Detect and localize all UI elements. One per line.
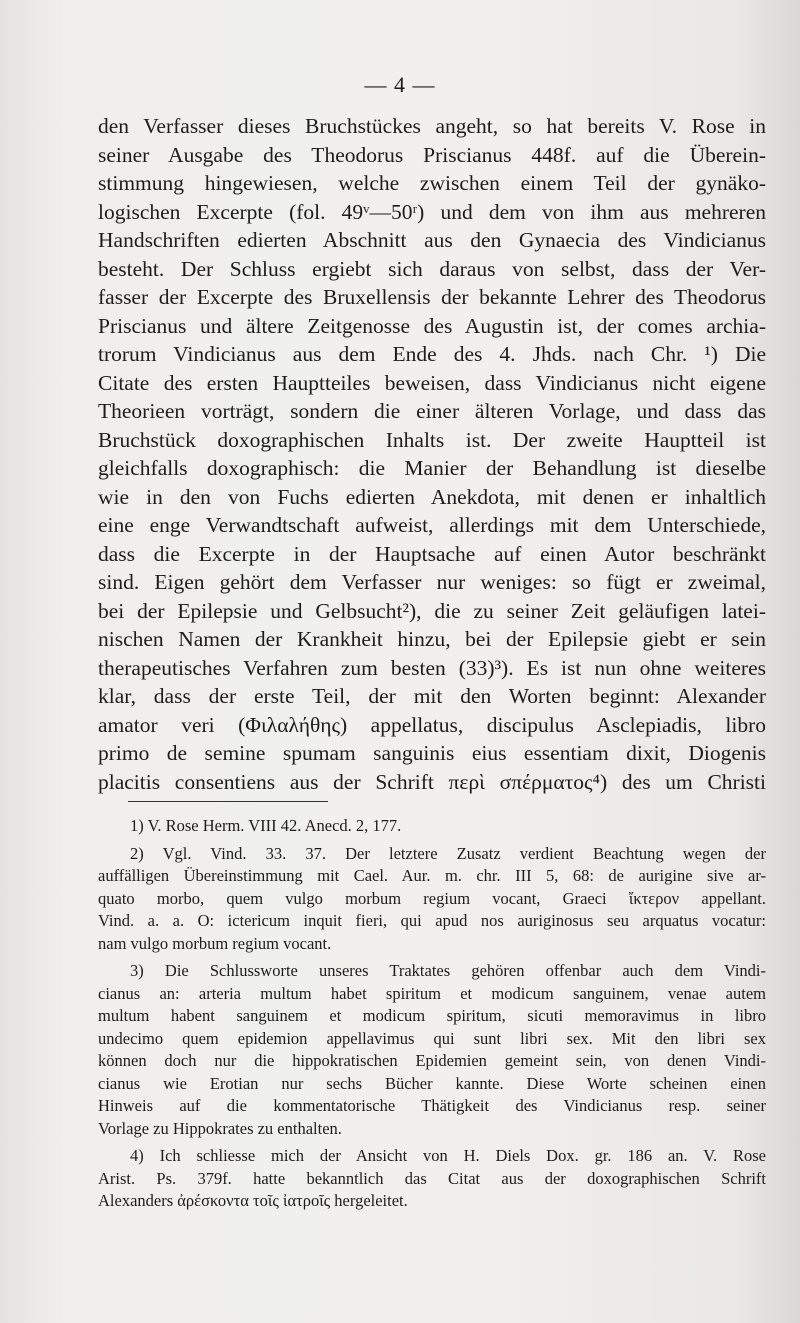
text-line: Priscianus und ältere Zeitgenosse des Augustin ist, der comes archia- bbox=[98, 313, 766, 338]
text-line: Citate des ersten Hauptteiles beweisen, dass Vindicianus nicht eigene bbox=[98, 370, 766, 395]
text-line: besteht. Der Schluss ergiebt sich daraus von selbst, dass der Ver- bbox=[98, 256, 766, 281]
footnote-line: Hinweis auf die kommentatorische Thätigkeit des Vindicianus resp. seiner bbox=[98, 1096, 766, 1115]
footnote-line: auffälligen Übereinstimmung mit Cael. Aur. m. chr. III 5, 68: de aurigine sive ar- bbox=[98, 866, 766, 885]
footnote-line: Alexanders ἀρέσκοντα τοῖς ἰατροῖς hergeleitet. bbox=[98, 1191, 408, 1210]
footnote-1 bbox=[98, 815, 766, 838]
footnote-line: quato morbo, quem vulgo morbum regium vocant, Graeci ἴκτερον appellant. bbox=[98, 888, 766, 908]
text-line: eine enge Verwandtschaft aufweist, allerdings mit dem Unterschiede, bbox=[98, 513, 766, 537]
footnotes bbox=[98, 815, 766, 1218]
footnote-line: 1) V. Rose Herm. VIII 42. Anecd. 2, 177. bbox=[130, 816, 402, 835]
text-line: nischen Namen der Krankheit hinzu, bei der Epilepsie giebt er sein bbox=[98, 627, 766, 651]
text-line: gleichfalls doxographisch: die Manier der Behandlung ist dieselbe bbox=[98, 456, 766, 480]
text-line: primo de semine spumam sanguinis eius essentiam dixit, Diogenis bbox=[98, 741, 766, 765]
footnote-line: undecimo quem epidemion appellavimus qui sunt libri sex. Mit den libri sex bbox=[98, 1028, 766, 1048]
text-line: fasser der Excerpte des Bruxellensis der bekannte Lehrer des Theodorus bbox=[98, 285, 766, 309]
footnote-line: 4) Ich schliesse mich der Ansicht von H. Diels Dox. gr. 186 an. V. Rose bbox=[130, 1146, 766, 1165]
text-line: dass die Excerpte in der Hauptsache auf einen Autor beschränkt bbox=[98, 541, 766, 566]
footnote-line: 2) Vgl. Vind. 33. 37. Der letztere Zusatz verdient Beachtung wegen der bbox=[130, 843, 766, 863]
text-line: logischen Excerpte (fol. 49ᵛ—50ʳ) und dem von ihm aus mehreren bbox=[98, 199, 766, 224]
footnote-line: multum habent sanguinem et modicum spiritum, sicuti memoravimus in libro bbox=[98, 1006, 766, 1025]
footnote-line: Arist. Ps. 379f. hatte bekanntlich das Citat aus der doxographischen Schrift bbox=[98, 1168, 766, 1188]
text-line: klar, dass der erste Teil, der mit den Worten beginnt: Alexander bbox=[98, 684, 766, 708]
text-line: trorum Vindicianus aus dem Ende des 4. Jhds. nach Chr. ¹) Die bbox=[98, 342, 766, 366]
text-line: stimmung hingewiesen, welche zwischen einem Teil der gynäko- bbox=[98, 171, 766, 195]
footnote-line: 3) Die Schlussworte unseres Traktates gehören offenbar auch dem Vindi- bbox=[130, 961, 766, 980]
text-line: Theorieen vorträgt, sondern die einer älteren Vorlage, und dass das bbox=[98, 399, 766, 423]
footnote-line: cianus an: arteria multum habet spiritum et modicum sanguinem, venae autem bbox=[98, 983, 766, 1003]
text-line: den Verfasser dieses Bruchstückes angeht, so hat bereits V. Rose in bbox=[98, 114, 766, 138]
text-line: placitis consentiens aus der Schrift περὶ σπέρματος⁴) des um Christi bbox=[98, 769, 766, 794]
footnote-line: cianus wie Erotian nur sechs Bücher kannte. Diese Worte scheinen einen bbox=[98, 1073, 766, 1093]
footnote-line: nam vulgo morbum regium vocant. bbox=[98, 933, 332, 953]
text-line: therapeutisches Verfahren zum besten (33)³). Es ist nun ohne weiteres bbox=[98, 655, 766, 680]
text-line: Bruchstück doxographischen Inhalts ist. Der zweite Hauptteil ist bbox=[98, 427, 766, 452]
text-line: wie in den von Fuchs edierten Anekdota, mit denen er inhaltlich bbox=[98, 484, 766, 509]
text-line: sind. Eigen gehört dem Verfasser nur weniges: so fügt er zweimal, bbox=[98, 570, 766, 594]
text-line: bei der Epilepsie und Gelbsucht²), die zu seiner Zeit geläufigen latei- bbox=[98, 598, 766, 623]
footnote-2 bbox=[98, 843, 766, 956]
text-line: Handschriften edierten Abschnitt aus den Gynaecia des Vindicianus bbox=[98, 228, 766, 252]
footnote-4 bbox=[98, 1145, 766, 1213]
footnote-line: Vorlage zu Hippokrates zu enthalten. bbox=[98, 1118, 342, 1138]
footnote-separator bbox=[128, 801, 328, 802]
page-number: — 4 — bbox=[364, 72, 436, 97]
footnote-line: Vind. a. a. O: ictericum inquit fieri, qui apud nos auriginosus seu arquatus vocatur: bbox=[98, 911, 766, 930]
footnote-line: können doch nur die hippokratischen Epidemien gemeint sein, von denen Vindi- bbox=[98, 1051, 766, 1070]
text-line: amator veri (Φιλαλήθης) appellatus, discipulus Asclepiadis, libro bbox=[98, 712, 766, 737]
footnote-3 bbox=[98, 960, 766, 1140]
text-line: seiner Ausgabe des Theodorus Priscianus 448f. auf die Überein- bbox=[98, 142, 766, 167]
main-text bbox=[98, 112, 766, 796]
